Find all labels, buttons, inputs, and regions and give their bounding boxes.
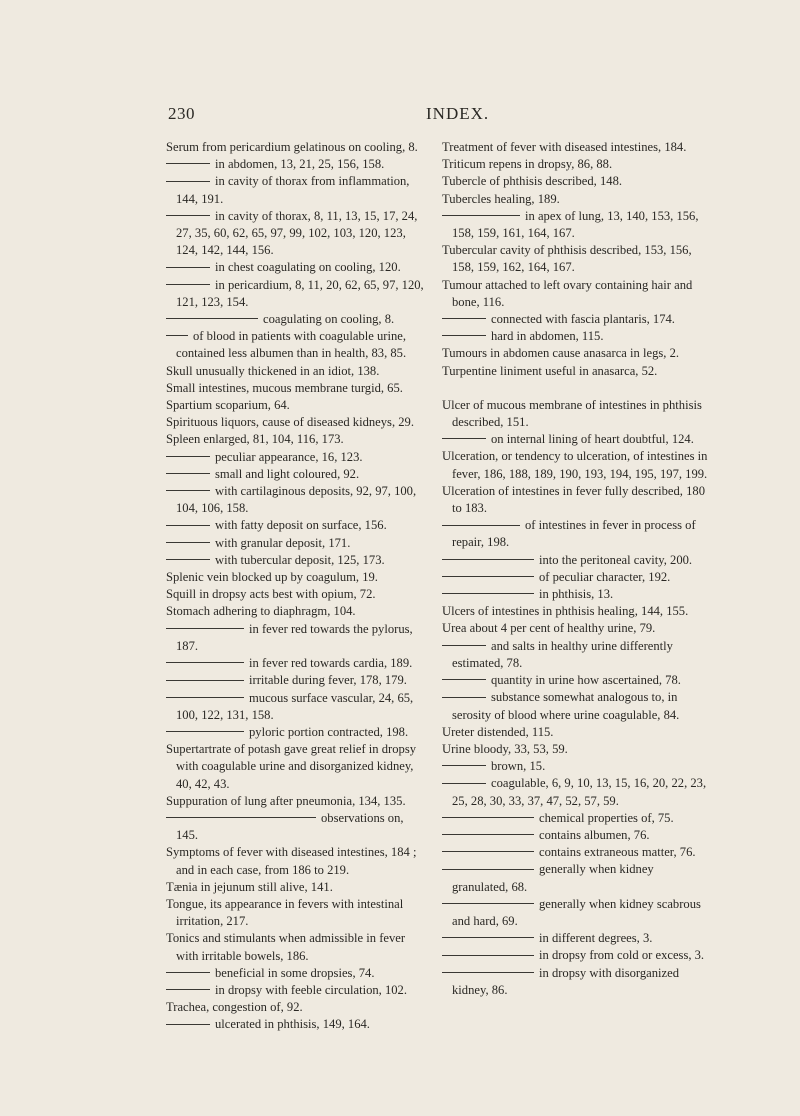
index-entry: [442, 741, 708, 758]
index-entry: [442, 965, 708, 999]
index-entry-text: Tubercular cavity of phthisis described, 153, 156, 158, 159, 162, 164, 167.: [442, 243, 692, 275]
index-entry-text: generally when kidney granulated, 68.: [452, 862, 654, 894]
ditto-dash: [166, 559, 210, 560]
index-entry: [166, 483, 428, 517]
index-entry-text: Urine bloody, 33, 53, 59.: [442, 741, 568, 756]
index-entry-text: small and light coloured, 92.: [215, 466, 360, 481]
index-entry: [166, 1016, 428, 1033]
index-entry: [166, 879, 428, 896]
ditto-dash: [442, 783, 486, 784]
index-entry-text: irritable during fever, 178, 179.: [249, 673, 407, 688]
index-entry-text: generally when kidney scabrous and hard, 69.: [452, 896, 701, 928]
ditto-dash: [442, 851, 534, 852]
index-entry-text: beneficial in some dropsies, 74.: [215, 965, 375, 980]
index-entry: [442, 242, 708, 276]
index-entry: [166, 380, 428, 397]
index-entry-text: chemical properties of, 75.: [539, 810, 674, 825]
index-entry: [166, 449, 428, 466]
ditto-dash: [442, 972, 534, 973]
ditto-dash: [442, 438, 486, 439]
index-entry: [166, 311, 428, 328]
ditto-dash: [166, 697, 244, 698]
index-entry-text: Tænia in jejunum still alive, 141.: [166, 879, 333, 894]
index-entry: [166, 621, 428, 655]
index-entry: [166, 982, 428, 999]
ditto-dash: [166, 163, 210, 164]
ditto-dash: [166, 284, 210, 285]
index-entry: [166, 655, 428, 672]
index-entry-text: Tonics and stimulants when admissible in fever with irritable bowels, 186.: [166, 931, 406, 963]
index-entry: [442, 156, 708, 173]
ditto-dash: [166, 335, 188, 336]
index-entry: [166, 466, 428, 483]
index-entry: [442, 552, 708, 569]
ditto-dash: [442, 765, 486, 766]
index-entry: [442, 397, 708, 431]
index-entry: [166, 414, 428, 431]
index-entry: [166, 363, 428, 380]
index-entry: [442, 638, 708, 672]
index-entry: [166, 517, 428, 534]
index-entry-text: peculiar appearance, 16, 123.: [215, 449, 363, 464]
index-entry-text: Symptoms of fever with diseased intestines, 184 ; and in each case, from 186 to 219.: [166, 845, 417, 877]
index-entry: [442, 758, 708, 775]
ditto-dash: [442, 955, 534, 956]
index-entry: [166, 535, 428, 552]
ditto-dash: [166, 215, 210, 216]
index-entry: [166, 844, 428, 878]
index-entry-text: Urea about 4 per cent of healthy urine, 79.: [442, 621, 656, 636]
index-entry-text: in chest coagulating on cooling, 120.: [215, 260, 401, 275]
index-entry: [442, 810, 708, 827]
index-entry-text: Ulcers of intestines in phthisis healing, 144, 155.: [442, 604, 689, 619]
index-entry: [166, 208, 428, 260]
index-entry-text: Ulceration of intestines in fever fully described, 180 to 183.: [442, 483, 705, 516]
ditto-dash: [166, 662, 244, 663]
index-entry-text: brown, 15.: [491, 759, 546, 774]
index-entry: [166, 586, 428, 603]
ditto-dash: [166, 542, 210, 543]
index-entry: [442, 775, 708, 809]
index-entry-text: Suppuration of lung after pneumonia, 134, 135.: [166, 793, 406, 808]
index-entry: [442, 431, 708, 448]
index-entry-text: mucous surface vascular, 24, 65, 100, 122, 131, 158.: [176, 690, 414, 722]
index-entry: [166, 397, 428, 414]
index-entry: [442, 448, 708, 482]
ditto-dash: [166, 1024, 210, 1025]
ditto-dash: [442, 903, 534, 904]
index-entry-text: in dropsy with disorganized kidney, 86.: [452, 965, 680, 997]
index-entry: [442, 724, 708, 741]
index-entry-text: Turpentine liniment useful in anasarca, 52.: [442, 363, 658, 378]
index-entry-text: Treatment of fever with diseased intestines, 184.: [442, 140, 687, 154]
index-entry-text: in abdomen, 13, 21, 25, 156, 158.: [215, 157, 385, 172]
ditto-dash: [166, 181, 210, 182]
index-entry-text: Spartium scoparium, 64.: [166, 398, 290, 413]
page-header: [168, 104, 728, 128]
index-entry: [442, 947, 708, 964]
index-entry-text: coagulating on cooling, 8.: [263, 312, 395, 327]
index-entry: [166, 603, 428, 620]
left-column: [166, 139, 428, 1034]
index-entry-text: Tongue, its appearance in fevers with intestinal irritation, 217.: [166, 896, 404, 929]
index-entry: [442, 363, 708, 380]
index-entry-text: connected with fascia plantaris, 174.: [491, 312, 675, 327]
index-entry-text: Tumours in abdomen cause anasarca in legs, 2.: [442, 346, 680, 361]
index-entry: [442, 328, 708, 345]
page-number: 230: [168, 104, 195, 123]
index-entry: [442, 277, 708, 311]
index-entry: [442, 844, 708, 861]
index-entry: [442, 603, 708, 620]
index-entry-text: pyloric portion contracted, 198.: [249, 724, 409, 739]
index-entry-text: Squill in dropsy acts best with opium, 72.: [166, 587, 376, 602]
index-entry: [166, 896, 428, 930]
index-entry: [442, 896, 708, 930]
index-entry-text: of peculiar character, 192.: [539, 569, 671, 584]
ditto-dash: [166, 267, 210, 268]
ditto-dash: [166, 318, 258, 319]
index-entry: [442, 311, 708, 328]
index-entry: [442, 569, 708, 586]
index-entry-text: in phthisis, 13.: [539, 587, 614, 602]
index-entry-text: contains extraneous matter, 76.: [539, 845, 696, 860]
ditto-dash: [442, 834, 534, 835]
running-head: INDEX.: [426, 104, 490, 123]
ditto-dash: [442, 679, 486, 680]
index-entry: [166, 690, 428, 724]
index-entry-text: Splenic vein blocked up by coagulum, 19.: [166, 570, 378, 585]
index-entry-text: into the peritoneal cavity, 200.: [539, 552, 693, 567]
index-entry: [166, 569, 428, 586]
index-entry-text: contains albumen, 76.: [539, 827, 650, 842]
ditto-dash: [166, 731, 244, 732]
index-entry-text: in pericardium, 8, 11, 20, 62, 65, 97, 120, 121, 123, 154.: [176, 277, 424, 309]
index-entry: [442, 586, 708, 603]
index-entry-text: Trachea, congestion of, 92.: [166, 1000, 303, 1015]
index-entry: [442, 827, 708, 844]
index-entry-text: with cartilaginous deposits, 92, 97, 100, 104, 106, 158.: [176, 484, 417, 516]
index-entry-text: Spirituous liquors, cause of diseased kidneys, 29.: [166, 415, 414, 430]
index-entry-text: with fatty deposit on surface, 156.: [215, 518, 387, 533]
index-entry: [442, 620, 708, 637]
index-entry-text: with granular deposit, 171.: [215, 535, 351, 550]
ditto-dash: [442, 525, 520, 526]
index-entry: [442, 517, 708, 551]
ditto-dash: [442, 335, 486, 336]
ditto-dash: [442, 869, 534, 870]
index-entry-text: Ulceration, or tendency to ulceration, of intestines in fever, 186, 188, 189, 190, 193, 194, 195, 197, 199.: [442, 449, 708, 481]
index-entry-text: in cavity of thorax, 8, 11, 13, 15, 17, 24, 27, 35, 60, 62, 65, 97, 99, 102, 103, 120, 123, 124, 142, 144, 156.: [176, 208, 418, 258]
index-entry-text: substance somewhat analogous to, in serosity of blood where urine coagulable, 84.: [452, 690, 680, 722]
index-entry-text: in fever red towards the pylorus, 187.: [176, 621, 413, 653]
ditto-dash: [442, 318, 486, 319]
index-entry-text: and salts in healthy urine differently estimated, 78.: [452, 638, 673, 670]
index-entry-text: on internal lining of heart doubtful, 124.: [491, 432, 694, 447]
index-entry: [442, 483, 708, 517]
index-entry: [442, 345, 708, 362]
index-entry-text: in different degrees, 3.: [539, 931, 653, 946]
ditto-dash: [166, 490, 210, 491]
index-entry: [442, 173, 708, 190]
index-entry-text: Stomach adhering to diaphragm, 104.: [166, 604, 356, 619]
index-entry-text: Ureter distended, 115.: [442, 724, 554, 739]
ditto-dash: [166, 817, 316, 818]
index-entry: [442, 672, 708, 689]
index-entry-text: Supertartrate of potash gave great relief in dropsy with coagulable urine and disorganized kidney, 40, 42, 43.: [166, 742, 417, 791]
index-entry-text: Skull unusually thickened in an idiot, 138.: [166, 363, 380, 378]
index-entry: [442, 861, 708, 895]
index-entry-text: in apex of lung, 13, 140, 153, 156, 158, 159, 161, 164, 167.: [452, 208, 699, 241]
index-entry: [166, 552, 428, 569]
index-entry: [166, 741, 428, 793]
index-entry-text: hard in abdomen, 115.: [491, 329, 604, 344]
index-entry: [442, 139, 708, 156]
index-entry-text: Tumour attached to left ovary containing hair and bone, 116.: [442, 277, 693, 309]
index-entry: [166, 724, 428, 741]
ditto-dash: [442, 817, 534, 818]
ditto-dash: [442, 593, 534, 594]
index-entry-text: quantity in urine how ascertained, 78.: [491, 673, 681, 688]
index-entry-text: in cavity of thorax from inflammation, 144, 191.: [176, 174, 410, 206]
index-entry-text: Tubercles healing, 189.: [442, 191, 560, 206]
index-entry: [442, 930, 708, 947]
ditto-dash: [442, 697, 486, 698]
index-entry: [166, 139, 428, 156]
index-entry-text: Ulcer of mucous membrane of intestines in phthisis described, 151.: [442, 397, 702, 430]
index-entry: [166, 328, 428, 362]
index-entry: [166, 431, 428, 448]
ditto-dash: [166, 525, 210, 526]
index-entry-text: coagulable, 6, 9, 10, 13, 15, 16, 20, 22, 23, 25, 28, 30, 33, 37, 47, 52, 57, 59.: [452, 776, 707, 808]
index-entry-text: Small intestines, mucous membrane turgid, 65.: [166, 380, 403, 395]
index-entry: [442, 689, 708, 723]
ditto-dash: [166, 456, 210, 457]
index-entry-text: with tubercular deposit, 125, 173.: [215, 552, 385, 567]
index-entry-text: Triticum repens in dropsy, 86, 88.: [442, 157, 613, 172]
ditto-dash: [442, 576, 534, 577]
index-entry-text: observations on, 145.: [176, 810, 404, 843]
index-entry: [166, 173, 428, 207]
ditto-dash: [166, 989, 210, 990]
ditto-dash: [166, 680, 244, 681]
index-entry-text: in dropsy with feeble circulation, 102.: [215, 982, 408, 997]
index-entry: [166, 810, 428, 844]
index-entry: [166, 156, 428, 173]
ditto-dash: [442, 937, 534, 938]
ditto-dash: [166, 628, 244, 629]
ditto-dash: [166, 473, 210, 474]
index-entry-text: of blood in patients with coagulable urine, contained less albumen than in health, 83, 85.: [176, 329, 407, 361]
index-entry-text: of intestines in fever in process of repair, 198.: [452, 518, 696, 550]
index-entry: [442, 191, 708, 208]
index-entry-text: Spleen enlarged, 81, 104, 116, 173.: [166, 432, 344, 447]
index-entry: [166, 965, 428, 982]
index-entry: [166, 930, 428, 964]
index-entry-text: ulcerated in phthisis, 149, 164.: [215, 1017, 370, 1032]
index-entry-text: Tubercle of phthisis described, 148.: [442, 174, 623, 189]
ditto-dash: [442, 215, 520, 216]
index-entry: [442, 208, 708, 242]
index-entry-text: Serum from pericardium gelatinous on cooling, 8.: [166, 140, 418, 154]
index-entry-text: in dropsy from cold or excess, 3.: [539, 948, 705, 963]
ditto-dash: [442, 645, 486, 646]
ditto-dash: [166, 972, 210, 973]
index-entry: [166, 259, 428, 276]
ditto-dash: [442, 559, 534, 560]
index-entry: [166, 999, 428, 1016]
index-entry: [166, 277, 428, 311]
index-entry-text: in fever red towards cardia, 189.: [249, 656, 413, 671]
index-entry: [166, 672, 428, 689]
index-entry: [166, 793, 428, 810]
right-column: [442, 139, 708, 999]
